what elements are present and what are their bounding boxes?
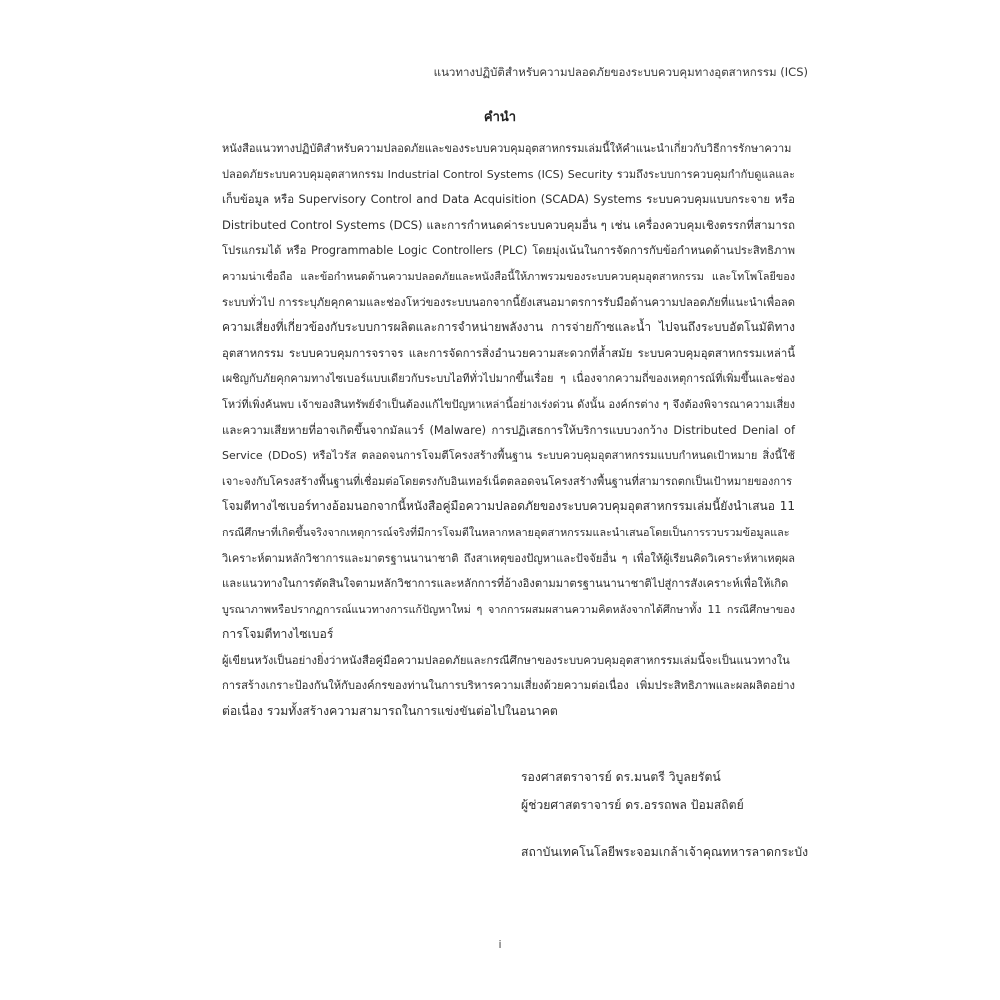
body-line: วิเคราะห์ตามหลักวิชาการและมาตรฐานนานาชาติ ถึงสาเหตุของปัญหาและปัจจัยอื่น ๆ เพื่อให้ผู้เรียนคิดวิเคราะห์หาเหตุผล (222, 551, 795, 565)
body-line: โหว่ที่เพิ่งค้นพบ เจ้าของสินทรัพย์จำเป็นต้องแก้ไขปัญหาเหล่านี้อย่างเร่งด่วน ดังนั้น องค์กรต่าง ๆ จึงต้องพิจารณาความเสี่ยง (222, 397, 795, 411)
body-line: อุตสาหกรรม ระบบควบคุมการจราจร และการจัดการสิ่งอำนวยความสะดวกที่ล้ำสมัย ระบบควบคุมอุตสาหกรรมเหล่านี้ (222, 345, 795, 360)
page-title: คำนำ (483, 110, 517, 125)
author-name: ผู้ช่วยศาสตราจารย์ ดร.อรรถพล ป้อมสถิตย์ (521, 798, 744, 812)
body-line: เจาะจงกับโครงสร้างพื้นฐานที่เชื่อมต่อโดยตรงกับอินเทอร์เน็ตตลอดจนโครงสร้างพื้นฐานที่สามารถตกเป็นเป้าหมายของการ (222, 474, 793, 488)
body-line: กรณีศึกษาที่เกิดขึ้นจริงจากเหตุการณ์จริงที่มีการโจมตีในหลากหลายอุตสาหกรรมและนำเสนอโดยเป็นการรวบรวมข้อมูลและ (222, 525, 790, 539)
running-header: แนวทางปฏิบัติสำหรับความปลอดภัยของระบบควบคุมทางอุตสาหกรรม (ICS) (433, 65, 808, 79)
body-line: Service (DDoS) หรือไวรัส ตลอดจนการโจมตีโครงสร้างพื้นฐาน ระบบควบคุมอุตสาหกรรมแบบกำหนดเป้าหมาย สิ่งนี้ใช้ (222, 449, 795, 463)
body-line: บูรณาภาพหรือปรากฏการณ์แนวทางการแก้ปัญหาใหม่ ๆ จากการผสมผสานความคิดหลังจากได้ศึกษาทั้ง 11 กรณีศึกษาของ (222, 602, 795, 616)
body-line: และความเสียหายที่อาจเกิดขึ้นจากมัลแวร์ (Malware) การปฏิเสธการให้บริการแบบวงกว้าง Distributed Denial of (222, 422, 795, 437)
author-name: รองศาสตราจารย์ ดร.มนตรี วิบูลยรัตน์ (521, 770, 721, 784)
body-line: ต่อเนื่อง รวมทั้งสร้างความสามารถในการแข่งขันต่อไปในอนาคต (222, 704, 558, 719)
body-line: ผู้เขียนหวังเป็นอย่างยิ่งว่าหนังสือคู่มือความปลอดภัยและกรณีศึกษาของระบบควบคุมอุตสาหกรรมเล่มนี้จะเป็นแนวทางใน (222, 653, 790, 667)
body-line: การสร้างเกราะป้องกันให้กับองค์กรของท่านในการบริหารความเสี่ยงด้วยความต่อเนื่อง เพิ่มประสิทธิภาพและผลผลิตอย่าง (222, 679, 795, 693)
body-line: ระบบทั่วไป การระบุภัยคุกคามและช่องโหว่ของระบบนอกจากนี้ยังเสนอมาตรการรับมือด้านความปลอดภัยที่แนะนำเพื่อลด (222, 295, 795, 309)
signature-block (521, 763, 744, 819)
body-line: โจมตีทางไซเบอร์ทางอ้อมนอกจากนี้หนังสือคู่มือความปลอดภัยของระบบควบคุมอุตสาหกรรมเล่มนี้ยังนำเสนอ 11 (222, 499, 795, 514)
body-line: การโจมตีทางไซเบอร์ (222, 627, 334, 642)
body-line: Distributed Control Systems (DCS) และการกำหนดค่าระบบควบคุมอื่น ๆ เช่น เครื่องควบคุมเชิงตรรกที่สามารถ (222, 217, 795, 232)
page-number: i (498, 938, 502, 951)
body-line: ปลอดภัยระบบควบคุมอุตสาหกรรม Industrial Control Systems (ICS) Security รวมถึงระบบการควบคุมกำกับดูแลและ (222, 167, 795, 181)
body-line: โปรแกรมได้ หรือ Programmable Logic Controllers (PLC) โดยมุ่งเน้นในการจัดการกับข้อกำหนดด้านประสิทธิภาพ (222, 244, 795, 258)
body-line: ความน่าเชื่อถือ และข้อกำหนดด้านความปลอดภัยและหนังสือนี้ให้ภาพรวมของระบบควบคุมอุตสาหกรรม และโทโพโลยีของ (222, 269, 795, 283)
preface-body (222, 136, 795, 725)
body-line: และแนวทางในการตัดสินใจตามหลักวิชาการและหลักการที่อ้างอิงตามมาตรฐานนานาชาติไปสู่การสังเคราะห์เพื่อให้เกิด (222, 577, 789, 591)
institution-name: สถาบันเทคโนโลยีพระจอมเกล้าเจ้าคุณทหารลาดกระบัง (521, 845, 809, 859)
body-line: เก็บข้อมูล หรือ Supervisory Control and Data Acquisition (SCADA) Systems ระบบควบคุมแบบกระจาย หรือ (222, 192, 795, 207)
body-line: เผชิญกับภัยคุกคามทางไซเบอร์แบบเดียวกับระบบไอทีทั่วไปมากขึ้นเรื่อย ๆ เนื่องจากความถี่ของเหตุการณ์ที่เพิ่มขึ้นและช่อง (222, 372, 795, 386)
body-line: ความเสี่ยงที่เกี่ยวข้องกับระบบการผลิตและการจำหน่ายพลังงาน การจ่ายก๊าซและน้ำ ไปจนถึงระบบอัตโนมัติทาง (222, 320, 795, 335)
body-line: หนังสือแนวทางปฏิบัติสำหรับความปลอดภัยและของระบบควบคุมอุตสาหกรรมเล่มนี้ให้คำแนะนำเกี่ยวกับวิธีการรักษาความ (222, 142, 792, 155)
